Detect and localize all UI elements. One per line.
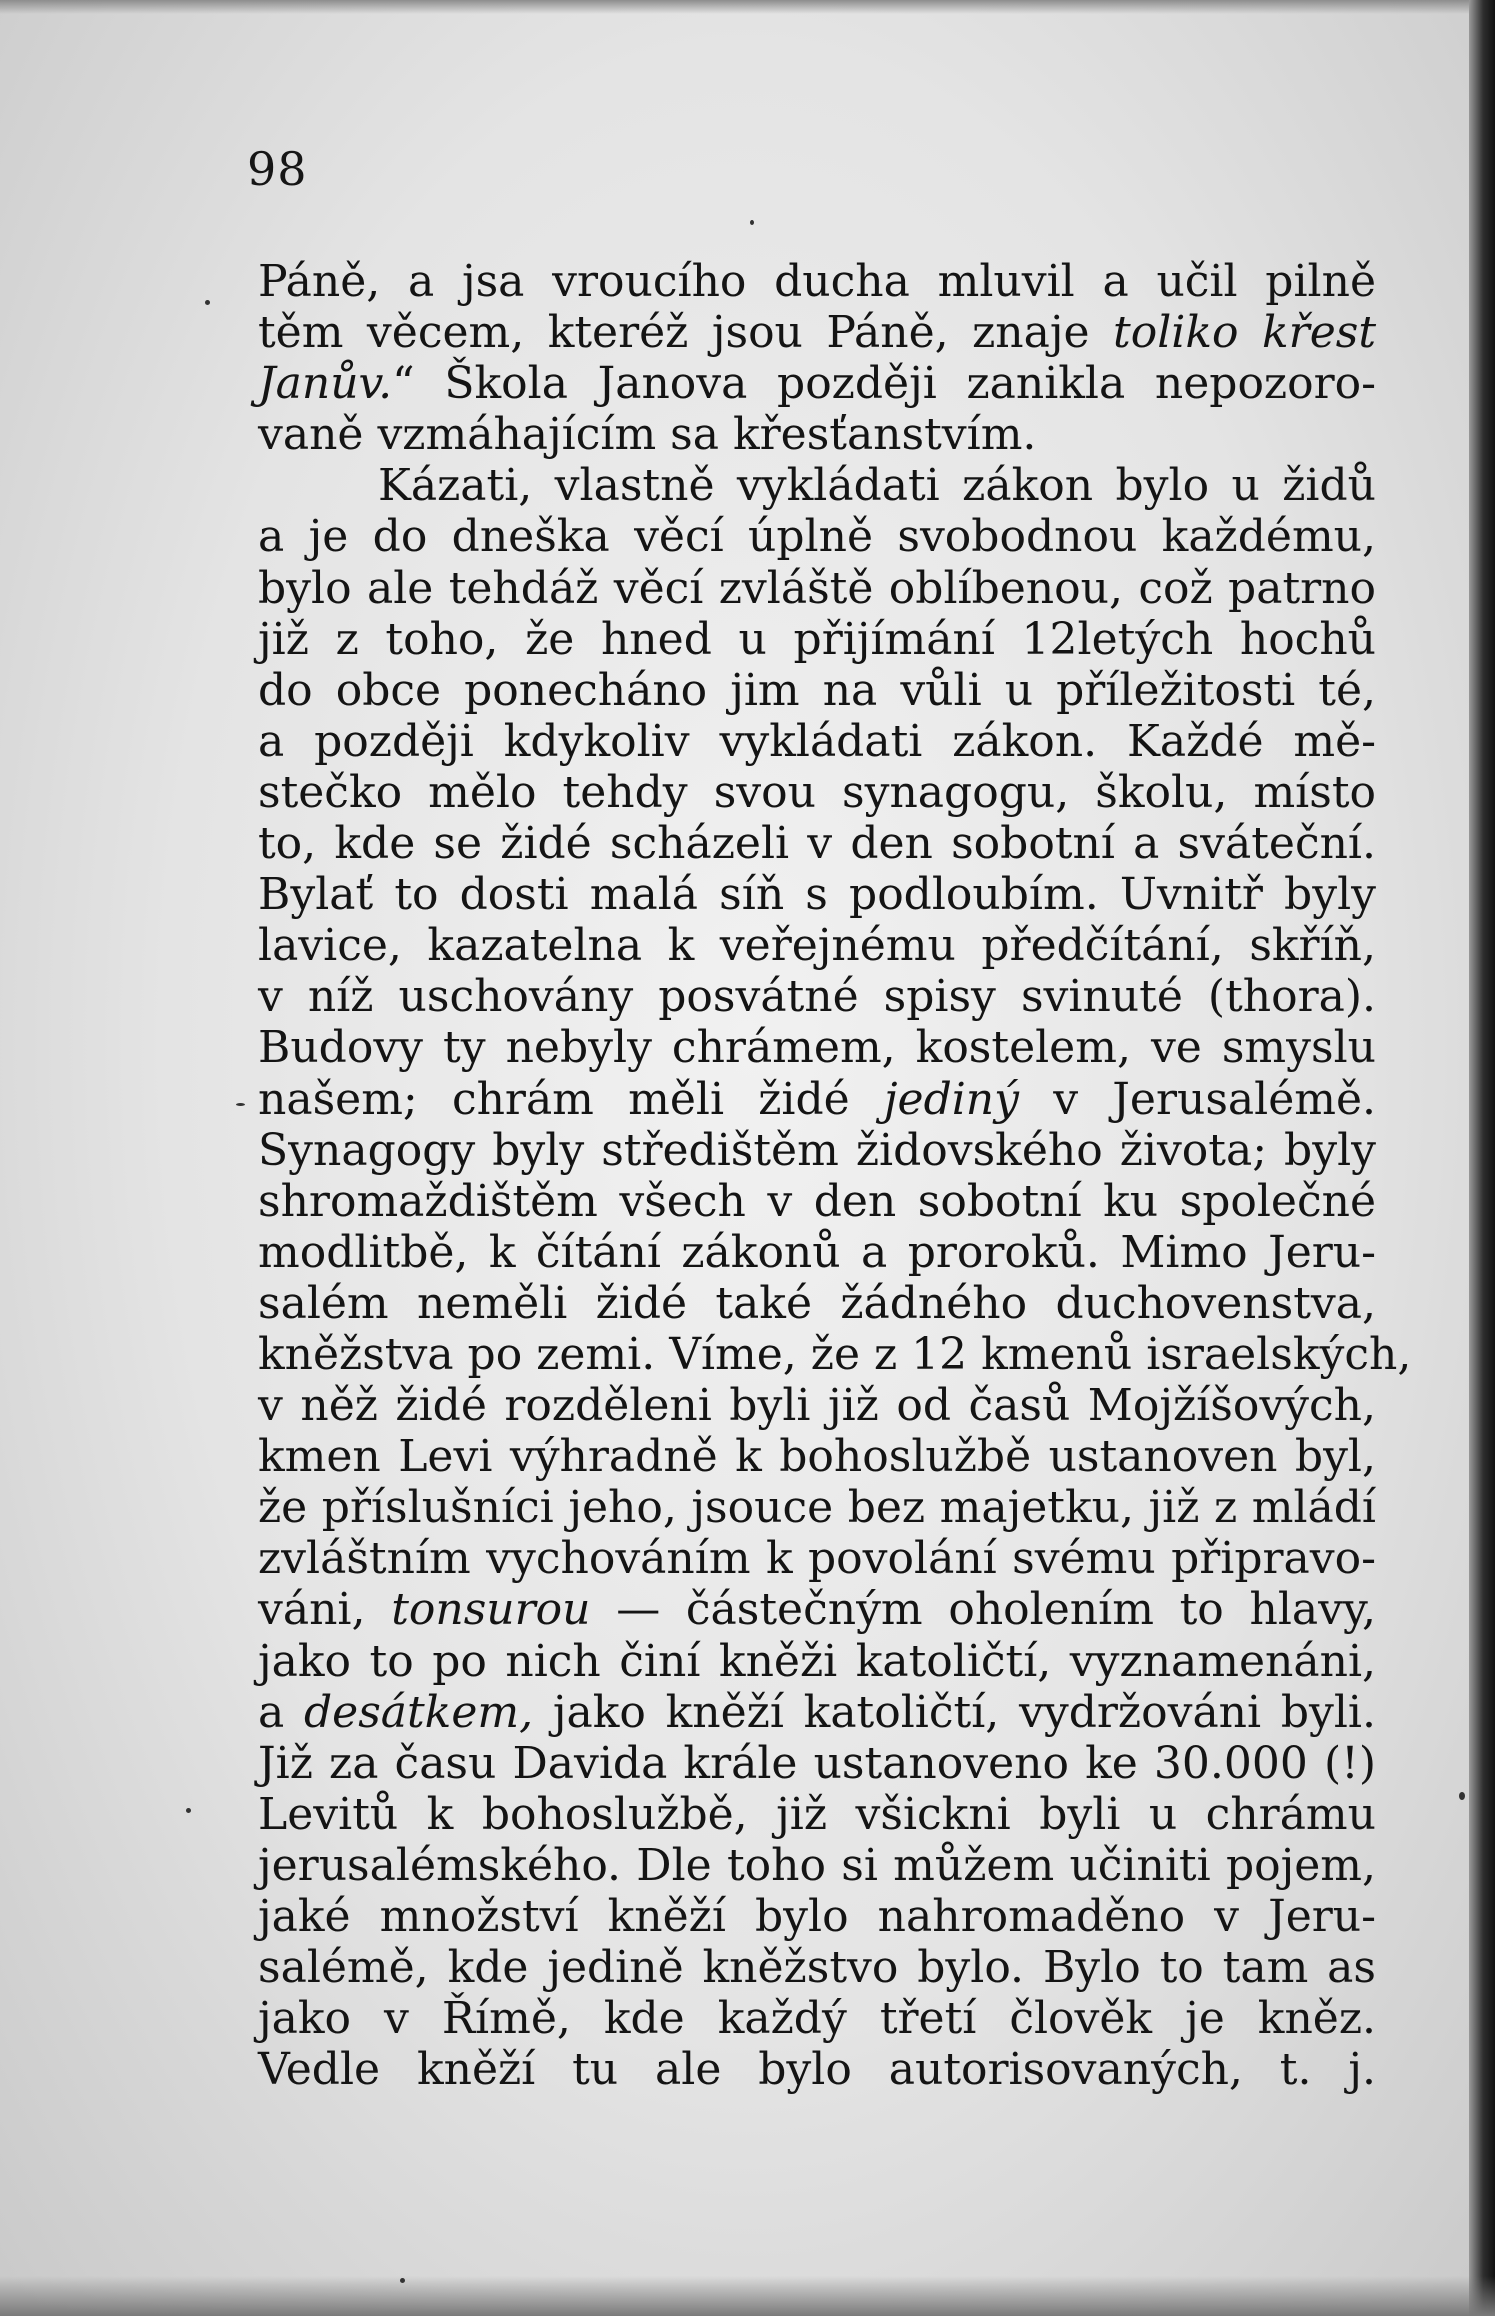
text-line: to, kde se židé scházeli v den sobotní a sváteční. — [258, 818, 1376, 870]
print-speck — [1459, 1792, 1465, 1800]
text-line: Již za času Davida krále ustanoveno ke 30.000 (!) — [258, 1737, 1376, 1789]
text-line: stečko mělo tehdy svou synagogu, školu, místo — [258, 766, 1376, 818]
text-line: že příslušníci jeho, jsouce bez majetku, již z mládí — [258, 1482, 1376, 1534]
text-line: Budovy ty nebyly chrámem, kostelem, ve smyslu — [258, 1022, 1376, 1074]
print-speck — [236, 1103, 245, 1106]
text-line: již z toho, že hned u přijímání 12letých hochů — [258, 613, 1376, 665]
page-number: 98 — [247, 142, 308, 196]
text-line: těm věcem, kteréž jsou Páně, znaje toliko křest — [258, 307, 1377, 359]
print-speck — [750, 220, 754, 225]
text-line: kněžstva po zemi. Víme, že z 12 kmenů israelských, — [258, 1328, 1412, 1380]
text-line: našem; chrám měli židé jediný v Jerusalémě. — [258, 1073, 1376, 1125]
emphasized-word: desátkem, — [303, 1686, 534, 1738]
text-line: kmen Levi výhradně k bohoslužbě ustanoven byl, — [258, 1431, 1376, 1483]
text-line: v něž židé rozděleni byli již od časů Mojžíšových, — [258, 1380, 1376, 1432]
text-line: Páně, a jsa vroucího ducha mluvil a učil pilně — [258, 256, 1376, 307]
page-bottom-edge-shadow — [0, 2276, 1495, 2316]
body-text — [258, 256, 1412, 2096]
text-line: jako to po nich činí kněži katoličtí, vyznamenáni, — [258, 1635, 1376, 1687]
text-line: vaně vzmáhajícím sa křesťanstvím. — [258, 409, 1037, 461]
emphasized-word: Janův. — [258, 358, 393, 410]
text-line: salémě, kde jedině kněžstvo bylo. Bylo to tam as — [258, 1942, 1376, 1994]
text-line: váni, tonsurou — částečným oholením to hlavy, — [258, 1584, 1376, 1636]
text-line: a desátkem, jako kněží katoličtí, vydržováni byli. — [258, 1686, 1376, 1738]
text-line: salém neměli židé také žádného duchovenstva, — [258, 1277, 1376, 1329]
text-line: Janův.“ Škola Janova později zanikla nepozoro- — [258, 358, 1376, 410]
text-line: v níž uschovány posvátné spisy svinuté (thora). — [258, 971, 1376, 1023]
text-line: bylo ale tehdáž věcí zvláště oblíbenou, což patrno — [258, 562, 1376, 614]
text-line: shromaždištěm všech v den sobotní ku společné — [258, 1175, 1376, 1227]
print-speck — [205, 300, 210, 305]
text-line: modlitbě, k čítání zákonů a proroků. Mimo Jeru- — [258, 1226, 1376, 1278]
text-line: zvláštním vychováním k povolání svému připravo- — [258, 1533, 1376, 1585]
text-line: jako v Římě, kde každý třetí člověk je kněz. — [258, 1993, 1376, 2045]
emphasized-word: tonsurou — [391, 1584, 591, 1636]
page-right-edge-shadow — [1469, 0, 1495, 2316]
emphasized-word: jediný — [883, 1073, 1020, 1125]
text-line: a je do dneška věcí úplně svobodnou každému, — [258, 511, 1376, 563]
print-speck — [186, 1808, 191, 1813]
text-line: jaké množství kněží bylo nahromaděno v Jeru- — [258, 1891, 1376, 1942]
text-line: Bylať to dosti malá síň s podloubím. Uvnitř byly — [258, 869, 1376, 921]
text-line: Levitů k bohoslužbě, již všickni byli u chrámu — [258, 1788, 1376, 1840]
text-line: a později kdykoliv vykládati zákon. Každé mě- — [258, 715, 1376, 767]
text-line: Vedle kněží tu ale bylo autorisovaných, t. j. — [258, 2044, 1376, 2096]
page-top-edge-shadow — [0, 0, 1495, 14]
text-line: do obce ponecháno jim na vůli u příležitosti té, — [258, 664, 1376, 716]
text-line: jerusalémského. Dle toho si můžem učiniti pojem, — [258, 1839, 1376, 1891]
emphasized-word: toliko křest — [1113, 307, 1377, 359]
print-speck — [400, 2278, 405, 2283]
text-line: Synagogy byly středištěm židovského života; byly — [258, 1124, 1376, 1176]
paragraph-first-line: Kázati, vlastně vykládati zákon bylo u židů — [378, 460, 1376, 512]
text-line: lavice, kazatelna k veřejnému předčítání, skříň, — [258, 920, 1376, 972]
